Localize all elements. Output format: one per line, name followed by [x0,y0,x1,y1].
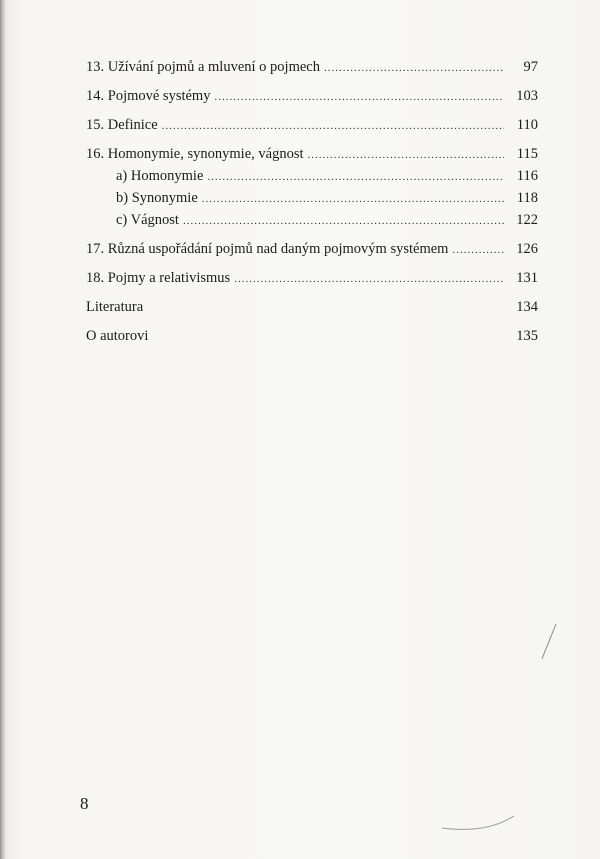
toc-entry-title: a) Homonymie [116,168,204,184]
toc-entry-17 [86,238,538,260]
toc-entry-page: 110 [516,117,538,133]
toc-entry-title: 18. Pojmy a relativismus [86,270,231,286]
toc-entry-14 [86,85,538,107]
toc-entry-title: 16. Homonymie, synonymie, vágnost [86,146,304,162]
toc-entry-page: 122 [516,212,538,228]
toc-entry-page: 118 [516,190,538,206]
toc-entry-title: 17. Různá uspořádání pojmů nad daným pojmovým systémem [86,241,449,257]
toc-entry-title: 14. Pojmové systémy [86,88,211,104]
toc-entry-16a [86,165,538,187]
toc-dot-leader [308,144,505,166]
toc-entry-16b [86,187,538,209]
toc-entry-16c [86,209,538,231]
toc-entry-title: Literatura [86,299,144,315]
pencil-mark-icon [440,812,520,834]
toc-dot-leader [162,115,504,137]
toc-entry-page: 135 [516,328,538,344]
toc-entry-title: c) Vágnost [116,212,179,228]
toc-dot-leader [202,188,504,210]
toc-dot-leader [207,166,504,188]
toc-entry-page: 131 [516,270,538,286]
toc-dot-leader [214,86,504,108]
page-binding-edge [0,0,6,859]
table-of-contents [86,56,538,347]
toc-entry-page: 103 [516,88,538,104]
page-number: 8 [80,794,89,813]
toc-dot-leader [183,210,504,232]
toc-entry-page: 134 [516,299,538,315]
toc-entry-16 [86,143,538,165]
toc-entry-title: b) Synonymie [116,190,198,206]
toc-entry-13 [86,56,538,78]
toc-dot-leader [234,268,504,290]
pencil-mark-icon [538,622,560,662]
toc-dot-leader [452,239,504,261]
toc-entry-page: 126 [516,241,538,257]
toc-entry-title: 13. Užívání pojmů a mluvení o pojmech [86,59,320,75]
toc-entry-page: 116 [516,168,538,184]
toc-entry-15 [86,114,538,136]
toc-entry-page: 115 [516,146,538,162]
toc-entry-literatura [86,296,538,318]
toc-entry-18 [86,267,538,289]
toc-entry-title: 15. Definice [86,117,158,133]
toc-entry-o-autorovi [86,325,538,347]
toc-entry-page: 97 [523,59,538,75]
toc-dot-leader [324,57,504,79]
toc-entry-title: O autorovi [86,328,149,344]
